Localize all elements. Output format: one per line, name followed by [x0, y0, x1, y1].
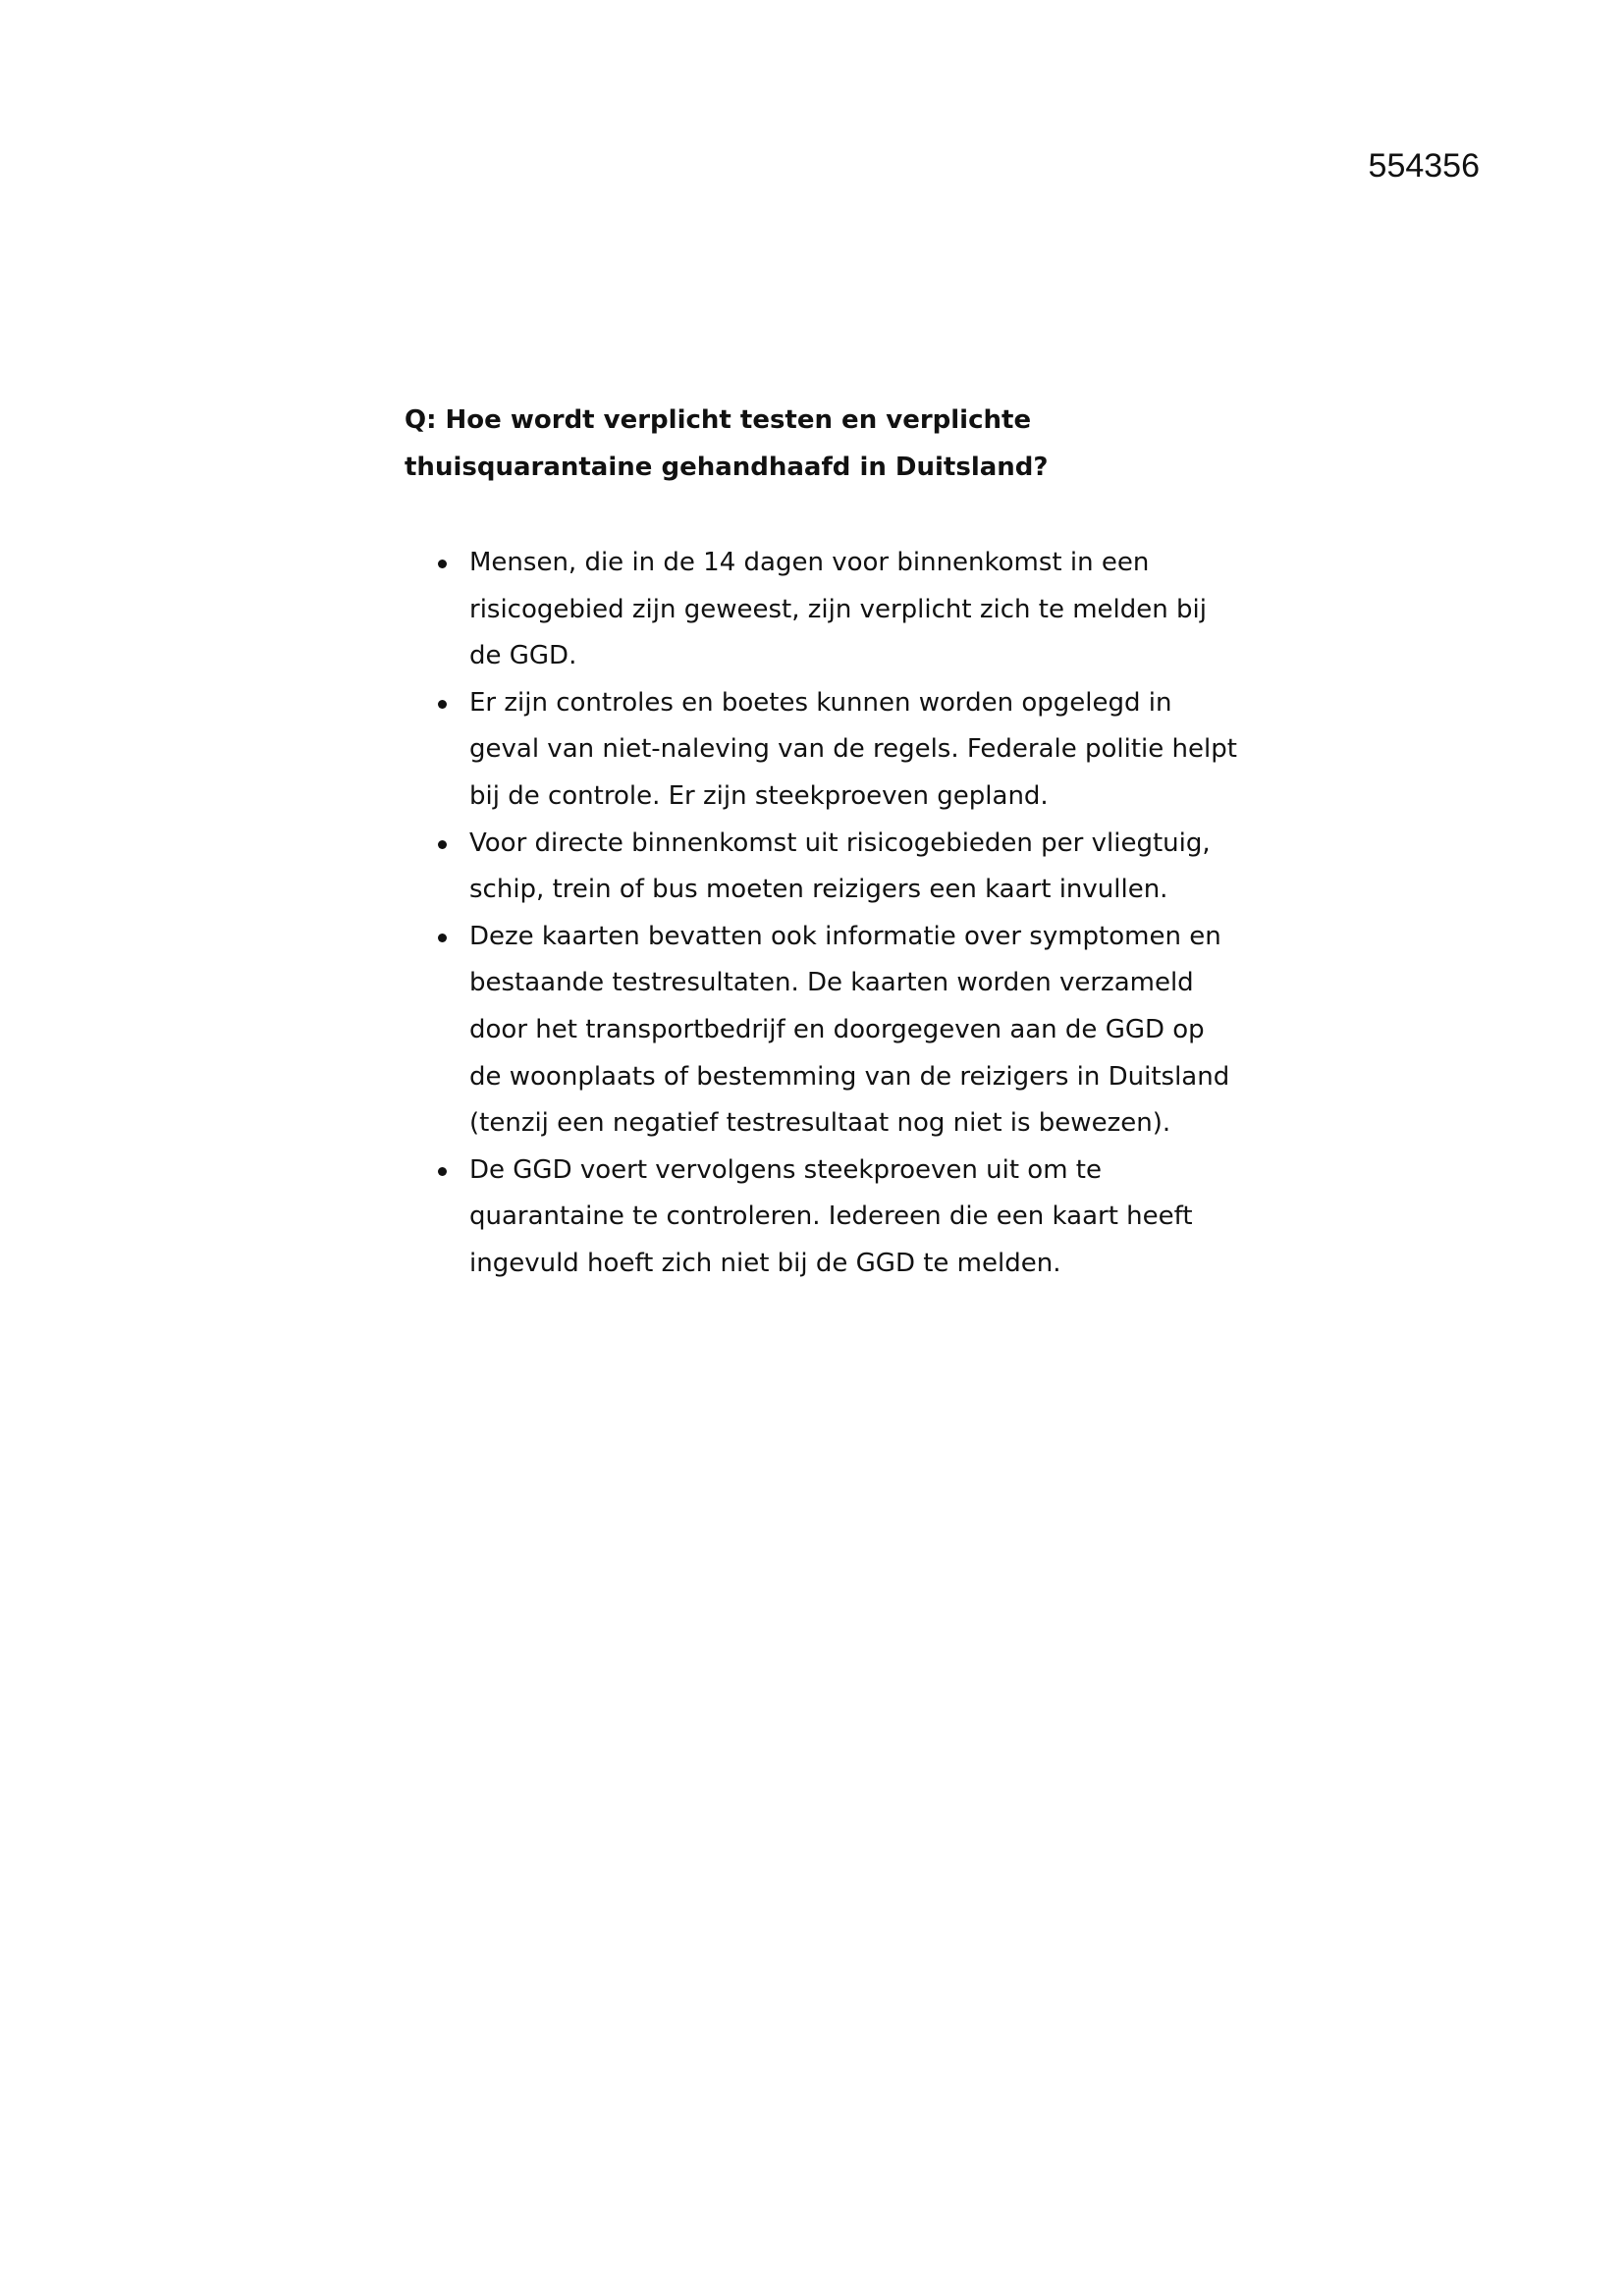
- bullet-icon: [438, 700, 447, 709]
- question-heading: Q: Hoe wordt verplicht testen en verplichte thuisquarantaine gehandhaafd in Duitsland?: [405, 405, 1049, 482]
- list-item: [405, 540, 1239, 680]
- list-item: [405, 914, 1239, 1148]
- list-item: [405, 1148, 1239, 1288]
- list-item-text: De GGD voert vervolgens steekproeven uit om te quarantaine te controleren. Iedereen die een kaart heeft ingevuld hoeft zich niet bij de GGD te melden.: [469, 1154, 1193, 1278]
- answer-bullet-list: [405, 540, 1239, 1288]
- bullet-icon: [438, 840, 447, 849]
- list-item-text: Er zijn controles en boetes kunnen worden opgelegd in geval van niet-naleving van de regels. Federale politie helpt bij de controle. Er zijn steekproeven gepland.: [469, 687, 1237, 811]
- list-item: [405, 821, 1239, 914]
- bullet-icon: [438, 934, 447, 942]
- document-number: 554356: [1368, 147, 1480, 185]
- list-item-text: Deze kaarten bevatten ook informatie over symptomen en bestaande testresultaten. De kaarten worden verzameld door het transportbedrijf en doorgegeven aan de GGD op de woonplaats of bestemming van de reizigers in Duitsland (tenzij een negatief testresultaat nog niet is bewezen).: [469, 921, 1230, 1139]
- bullet-icon: [438, 560, 447, 568]
- bullet-icon: [438, 1167, 447, 1176]
- list-item: [405, 680, 1239, 821]
- list-item-text: Voor directe binnenkomst uit risicogebieden per vliegtuig, schip, trein of bus moeten reizigers een kaart invullen.: [469, 828, 1211, 905]
- list-item-text: Mensen, die in de 14 dagen voor binnenkomst in een risicogebied zijn geweest, zijn verplicht zich te melden bij de GGD.: [469, 548, 1207, 671]
- document-body: [405, 397, 1239, 1288]
